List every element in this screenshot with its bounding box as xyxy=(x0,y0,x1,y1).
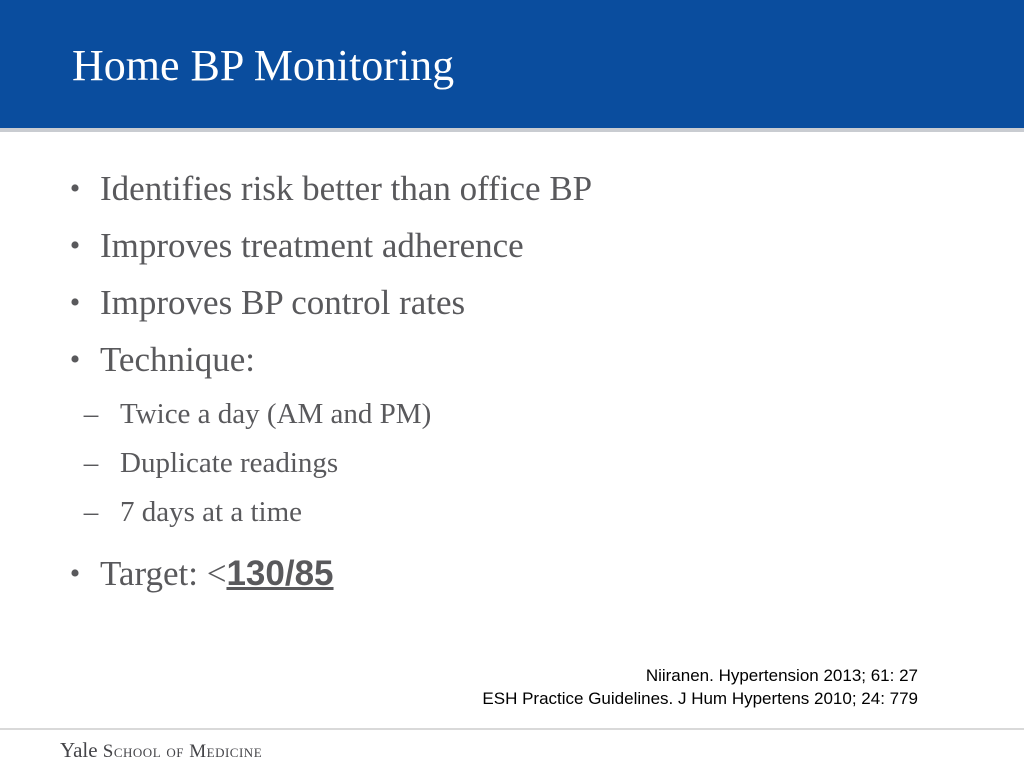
bullet-marker: • xyxy=(69,172,81,205)
sub-bullet-item xyxy=(76,439,960,488)
bullet-item xyxy=(60,331,960,388)
reference-line: Niiranen. Hypertension 2013; 61: 27 xyxy=(645,666,918,685)
sub-bullet-text: Twice a day (AM and PM) xyxy=(120,398,432,430)
footer-divider xyxy=(0,728,1024,730)
technique-sublist xyxy=(60,390,960,537)
bullet-item xyxy=(60,160,960,217)
bullet-text: Technique: xyxy=(100,340,255,379)
bullet-text: Improves BP control rates xyxy=(100,283,466,322)
sub-bullet-item xyxy=(76,488,960,537)
header-divider xyxy=(0,128,1024,132)
reference-line: ESH Practice Guidelines. J Hum Hypertens 2010; 24: 779 xyxy=(482,689,918,708)
sub-bullet-text: Duplicate readings xyxy=(120,447,339,479)
bullet-marker: • xyxy=(69,286,81,319)
sub-bullet-text: 7 days at a time xyxy=(120,496,303,528)
sub-bullet-marker: – xyxy=(83,398,99,430)
sub-bullet-item xyxy=(76,390,960,439)
bullet-text: Improves treatment adherence xyxy=(100,226,524,265)
references xyxy=(482,664,918,710)
bullet-item xyxy=(60,274,960,331)
logo-yale-text: Yale xyxy=(60,738,98,762)
slide-title: Home BP Monitoring xyxy=(72,41,455,90)
yale-school-of-medicine-logo xyxy=(60,738,262,764)
target-label: Target: < xyxy=(100,554,227,593)
target-bullet xyxy=(60,545,960,602)
logo-school-text: School of Medicine xyxy=(102,741,263,762)
technique-sublist-container xyxy=(60,390,960,537)
bullet-marker: • xyxy=(69,557,81,590)
bullet-text: Identifies risk better than office BP xyxy=(100,169,593,208)
title-bar xyxy=(0,0,1024,128)
bullet-marker: • xyxy=(69,343,81,376)
sub-bullet-marker: – xyxy=(83,447,99,479)
sub-bullet-marker: – xyxy=(83,496,99,528)
bullet-item xyxy=(60,217,960,274)
bullet-list xyxy=(60,160,960,602)
bullet-marker: • xyxy=(69,229,81,262)
target-value: 130/85 xyxy=(226,554,334,593)
